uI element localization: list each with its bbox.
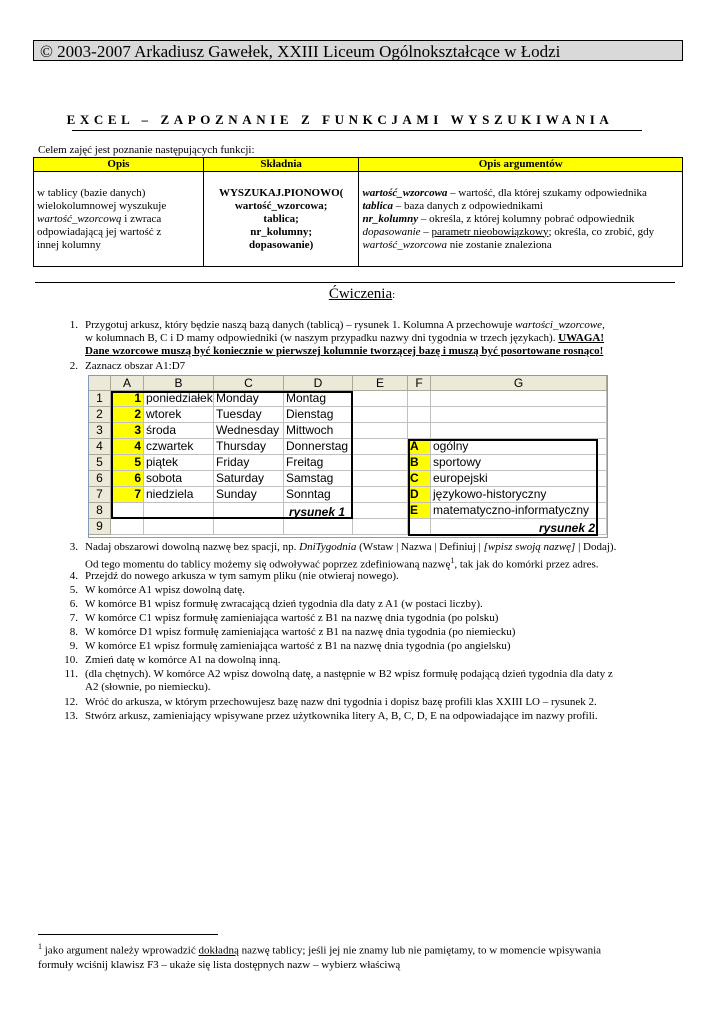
cell-skladnia: WYSZUKAJ.PIONOWO( wartość_wzorcowa; tablica; nr_kolumny; dopasowanie) [203,172,359,267]
figure-1-label: rysunek 1 [289,505,346,519]
page-title: EXCEL – ZAPOZNANIE Z FUNKCJAMI WYSZUKIWANIA [66,112,614,127]
sheet-cell[interactable] [353,391,408,407]
sheet-cell[interactable] [431,391,607,407]
day-number-cell[interactable]: 5 [111,455,144,471]
profile-key-cell[interactable]: D [408,487,431,503]
day-number-cell[interactable]: 6 [111,471,144,487]
row-header-5[interactable]: 5 [89,455,111,471]
row-header-7[interactable]: 7 [89,487,111,503]
column-header-G[interactable]: G [431,376,607,391]
sheet-cell[interactable] [111,519,144,535]
sheet-cell[interactable] [431,407,607,423]
day-de-cell[interactable]: Freitag [284,455,353,471]
profile-key-cell[interactable]: C [408,471,431,487]
col-header-args: Opis argumentów [359,158,683,172]
spreadsheet-figure [88,375,608,538]
day-en-cell[interactable]: Monday [214,391,284,407]
day-pl-cell[interactable]: poniedziałek [146,391,213,405]
day-number-cell[interactable]: 4 [111,439,144,455]
sheet-cell[interactable] [408,423,431,439]
footnote-divider [38,934,218,935]
row-header-9[interactable]: 9 [89,519,111,535]
row-header-1[interactable]: 1 [89,391,111,407]
column-header-F[interactable]: F [408,376,431,391]
sheet-cell[interactable] [431,423,607,439]
sheet-corner[interactable] [89,376,111,391]
column-header-C[interactable]: C [214,376,284,391]
copyright-header: © 2003-2007 Arkadiusz Gawełek, XXIII Liceum Ogólnokształcące w Łodzi [33,40,683,61]
day-pl-cell[interactable]: niedziela [144,487,214,503]
day-en-cell[interactable]: Sunday [214,487,284,503]
sheet-cell[interactable] [353,423,408,439]
profile-name-cell[interactable]: matematyczno-informatyczny [431,503,607,519]
col-header-skladnia: Składnia [203,158,359,172]
column-header-B[interactable]: B [144,376,214,391]
day-en-cell[interactable]: Thursday [214,439,284,455]
column-header-D[interactable]: D [284,376,353,391]
sheet-cell[interactable] [353,439,408,455]
day-en-cell[interactable]: Saturday [214,471,284,487]
sheet-cell[interactable] [353,471,408,487]
day-de-cell[interactable]: Sonntag [284,487,353,503]
day-number-cell[interactable]: 1 [111,391,144,407]
profile-name-cell[interactable]: sportowy [431,455,607,471]
day-de-cell[interactable]: Donnerstag [284,439,353,455]
sheet-cell[interactable] [284,519,353,535]
sheet-cell[interactable] [353,519,408,535]
day-en-cell[interactable]: Wednesday [214,423,284,439]
row-header-3[interactable]: 3 [89,423,111,439]
day-de-cell[interactable]: Samstag [284,471,353,487]
figure-2-label: rysunek 2 [539,521,596,535]
cell-args: wartość_wzorcowa – wartość, dla której szukamy odpowiednika tablica – baza danych z odpowiednikami nr_kolumny – określa, z której kolumny pobrać odpowiednik dopasowanie – parametr nieobowiązkowy; określa, co zrobić, gdy wartość_wzorcowa nie zostanie znaleziona [359,172,683,267]
footnote: $^1$ jako argument należy wprowadzić dokładną nazwę tablicy; jeśli jej nie znamy lub nie pamiętamy, to w momencie wpisywania formuły wciśnij klawisz F3 – ukaże się lista dostępnych nazw – wybierz właściwą [38,942,602,971]
profile-key-cell[interactable]: B [408,455,431,471]
cell-opis: w tablicy (bazie danych) wielokolumnowej wyszukuje wartość_wzorcową i zwraca odpowiadającą jej wartość z innej kolumny [34,172,204,267]
row-header-2[interactable]: 2 [89,407,111,423]
profile-key-cell[interactable]: E [408,503,431,519]
sheet-cell[interactable] [144,519,214,535]
day-en-cell[interactable]: Friday [214,455,284,471]
sheet-cell[interactable] [408,407,431,423]
profile-name-cell[interactable]: językowo-historyczny [431,487,607,503]
column-header-A[interactable]: A [111,376,144,391]
day-pl-cell[interactable]: czwartek [144,439,214,455]
day-number-cell[interactable]: 3 [111,423,144,439]
sheet-cell[interactable] [214,519,284,535]
day-pl-cell[interactable]: wtorek [144,407,214,423]
day-number-cell[interactable]: 7 [111,487,144,503]
section-divider [35,282,675,283]
figure-1-outline [111,391,353,519]
day-pl-cell[interactable]: środa [144,423,214,439]
day-de-cell[interactable]: Mittwoch [284,423,353,439]
profile-name-cell[interactable]: europejski [431,471,607,487]
function-table [33,157,683,267]
profile-key-cell[interactable]: A [408,439,431,455]
sheet-cell[interactable] [408,391,431,407]
intro-text: Celem zajęć jest poznanie następujących funkcji: [38,144,255,156]
profile-name-cell[interactable]: ogólny [431,439,607,455]
column-header-E[interactable]: E [353,376,408,391]
row-header-6[interactable]: 6 [89,471,111,487]
sheet-cell[interactable] [353,407,408,423]
sheet-cell[interactable] [353,503,408,519]
day-en-cell[interactable]: Tuesday [214,407,284,423]
day-de-cell[interactable]: Montag [284,391,353,407]
section-title: Ćwiczenia: [328,286,396,302]
row-header-8[interactable]: 8 [89,503,111,519]
sheet-cell[interactable] [353,455,408,471]
row-header-4[interactable]: 4 [89,439,111,455]
day-number-cell[interactable]: 2 [111,407,144,423]
day-pl-cell[interactable]: sobota [144,471,214,487]
day-pl-cell[interactable]: piątek [144,455,214,471]
day-de-cell[interactable]: Dienstag [284,407,353,423]
col-header-opis: Opis [34,158,204,172]
title-divider [72,130,642,131]
sheet-cell[interactable] [353,487,408,503]
